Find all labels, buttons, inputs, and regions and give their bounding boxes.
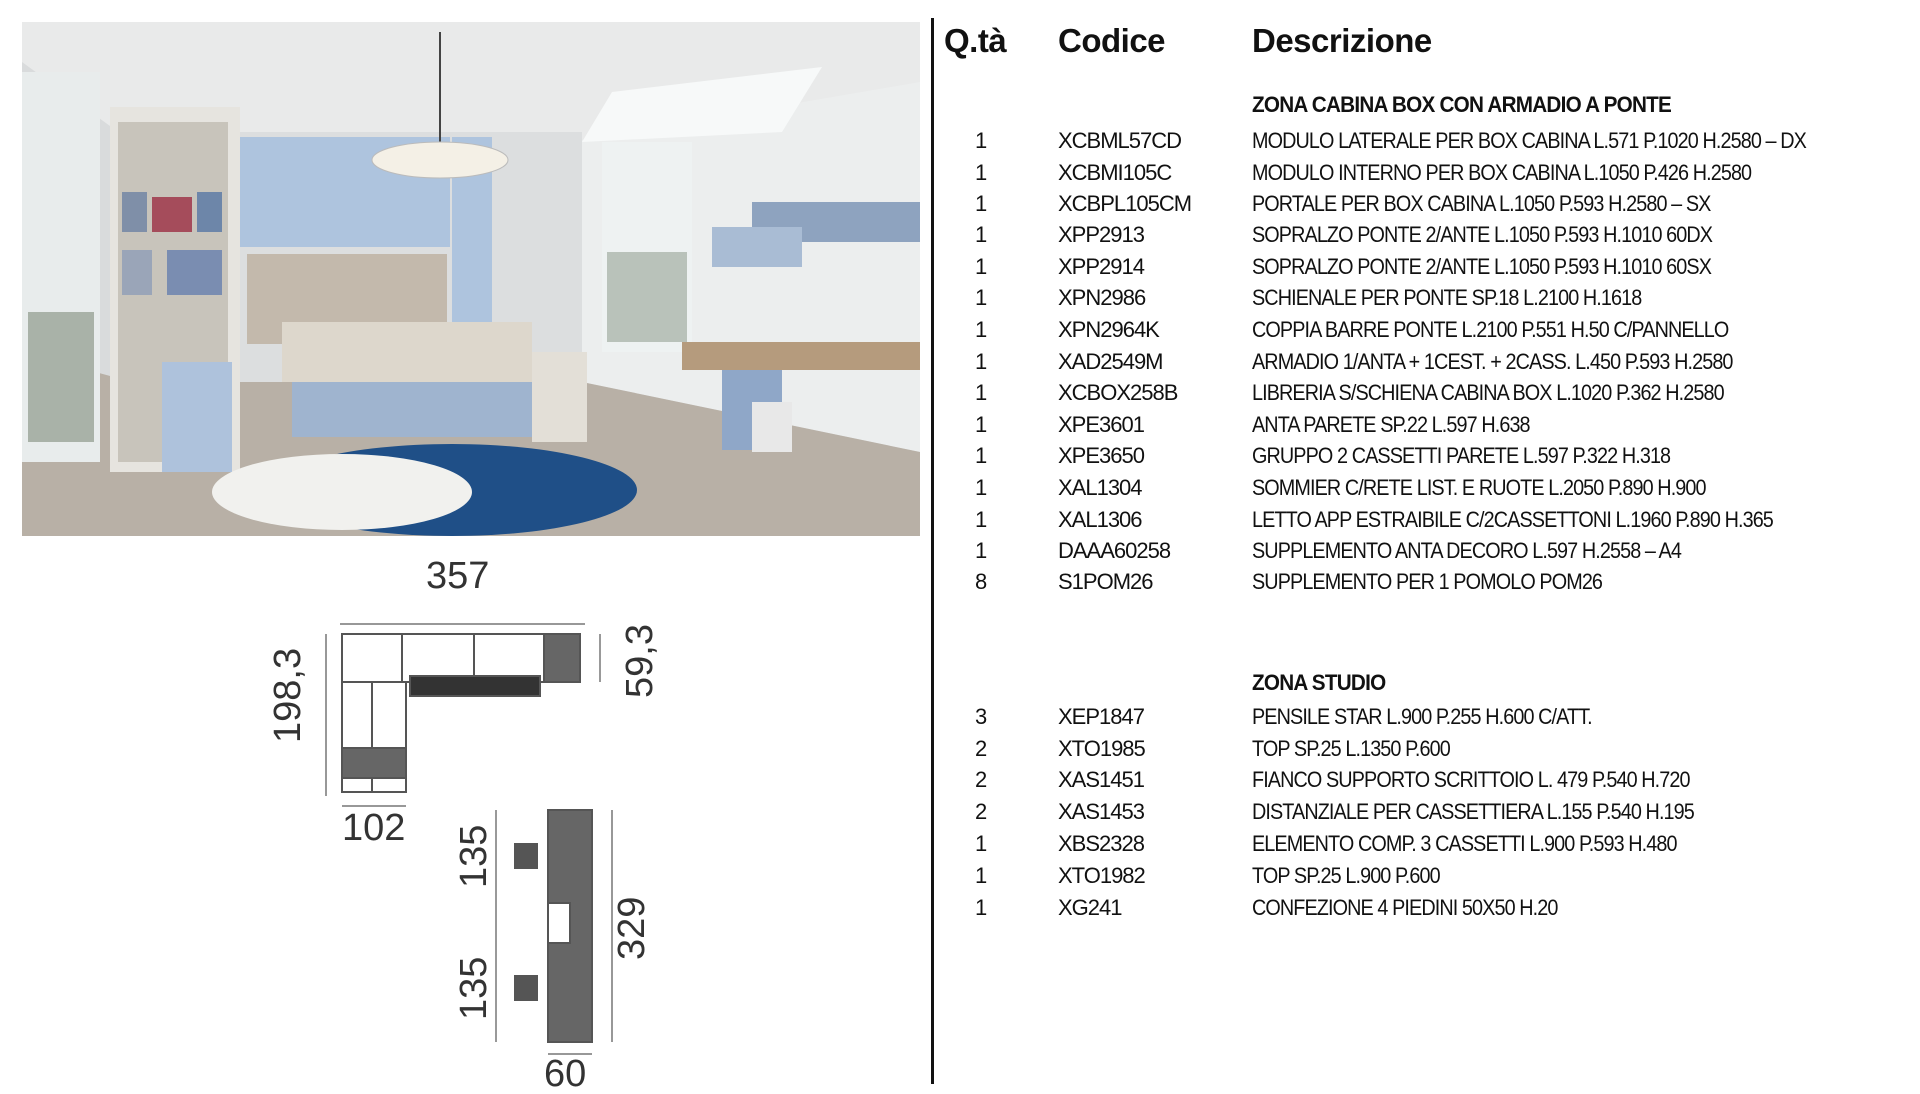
item-qty: 1 (975, 863, 987, 888)
item-code: XEP1847 (1058, 704, 1144, 729)
item-qty: 1 (975, 285, 987, 310)
item-qty: 3 (975, 704, 987, 729)
item-qty: 1 (975, 831, 987, 856)
item-desc: PENSILE STAR L.900 P.255 H.600 C/ATT. (1252, 704, 1592, 729)
item-qty: 1 (975, 317, 987, 342)
item-qty: 2 (975, 799, 987, 824)
item-qty: 1 (975, 254, 987, 279)
dimension-depth-right: 59,3 (619, 624, 661, 698)
item-desc: TOP SP.25 L.900 P.600 (1252, 863, 1440, 888)
item-code: XPN2964K (1058, 317, 1159, 342)
item-code: XPN2986 (1058, 285, 1146, 310)
item-code: XPP2914 (1058, 254, 1144, 279)
item-code: XCBML57CD (1058, 128, 1182, 153)
desk-plan (515, 810, 592, 1042)
item-desc: COPPIA BARRE PONTE L.2100 P.551 H.50 C/PANNELLO (1252, 317, 1729, 342)
item-desc: FIANCO SUPPORTO SCRITTOIO L. 479 P.540 H.720 (1252, 767, 1690, 792)
item-qty: 2 (975, 736, 987, 761)
item-code: XAS1451 (1058, 767, 1144, 792)
item-desc: GRUPPO 2 CASSETTI PARETE L.597 P.322 H.318 (1252, 443, 1671, 468)
dimension-desk-total: 329 (611, 896, 653, 960)
item-code: XG241 (1058, 895, 1122, 920)
item-code: XTO1985 (1058, 736, 1145, 761)
item-desc: SCHIENALE PER PONTE SP.18 L.2100 H.1618 (1252, 285, 1642, 310)
item-qty: 1 (975, 191, 987, 216)
item-qty: 1 (975, 380, 987, 405)
item-desc: LETTO APP ESTRAIBILE C/2CASSETTONI L.1960 P.890 H.365 (1252, 507, 1773, 532)
item-desc: TOP SP.25 L.1350 P.600 (1252, 736, 1450, 761)
item-code: S1POM26 (1058, 569, 1153, 594)
item-desc: PORTALE PER BOX CABINA L.1050 P.593 H.2580 – SX (1252, 191, 1711, 216)
dimension-width-top: 357 (426, 555, 490, 597)
header-quantity: Q.tà (944, 22, 1007, 59)
item-code: XAD2549M (1058, 349, 1163, 374)
dimension-desk-segment-1: 135 (453, 824, 495, 888)
item-code: XBS2328 (1058, 831, 1144, 856)
item-desc: MODULO INTERNO PER BOX CABINA L.1050 P.426 H.2580 (1252, 160, 1752, 185)
item-qty: 8 (975, 569, 987, 594)
item-code: XCBOX258B (1058, 380, 1178, 405)
item-code: XAL1304 (1058, 475, 1142, 500)
item-desc: SOPRALZO PONTE 2/ANTE L.1050 P.593 H.1010 60DX (1252, 222, 1713, 247)
item-code: XTO1982 (1058, 863, 1145, 888)
item-code: DAAA60258 (1058, 538, 1171, 563)
item-code: XPE3650 (1058, 443, 1144, 468)
item-code: XCBPL105CM (1058, 191, 1192, 216)
item-qty: 1 (975, 128, 987, 153)
item-desc: CONFEZIONE 4 PIEDINI 50X50 H.20 (1252, 895, 1558, 920)
dimension-desk-depth: 60 (544, 1053, 587, 1094)
section-title-cabina: ZONA CABINA BOX CON ARMADIO A PONTE (1252, 92, 1672, 117)
bed-cabin-plan (342, 634, 580, 792)
dimension-bottom-left: 102 (342, 807, 406, 849)
item-qty: 1 (975, 443, 987, 468)
item-qty: 1 (975, 160, 987, 185)
item-code: XCBMI105C (1058, 160, 1172, 185)
item-desc: ANTA PARETE SP.22 L.597 H.638 (1252, 412, 1530, 437)
item-code: XPP2913 (1058, 222, 1144, 247)
item-desc: SOMMIER C/RETE LIST. E RUOTE L.2050 P.890 H.900 (1252, 475, 1706, 500)
item-qty: 1 (975, 507, 987, 532)
header-description: Descrizione (1252, 22, 1432, 59)
item-desc: LIBRERIA S/SCHIENA CABINA BOX L.1020 P.362 H.2580 (1252, 380, 1724, 405)
floor-plan-diagram (260, 548, 680, 1094)
item-qty: 2 (975, 767, 987, 792)
item-desc: SUPPLEMENTO ANTA DECORO L.597 H.2558 – A4 (1252, 538, 1681, 563)
item-desc: SOPRALZO PONTE 2/ANTE L.1050 P.593 H.1010 60SX (1252, 254, 1711, 279)
item-code: XAS1453 (1058, 799, 1144, 824)
item-qty: 1 (975, 349, 987, 374)
vertical-divider (931, 18, 934, 1084)
item-code: XPE3601 (1058, 412, 1144, 437)
item-desc: ELEMENTO COMP. 3 CASSETTI L.900 P.593 H.480 (1252, 831, 1677, 856)
item-desc: MODULO LATERALE PER BOX CABINA L.571 P.1020 H.2580 – DX (1252, 128, 1806, 153)
room-render-image (22, 22, 920, 536)
item-qty: 1 (975, 538, 987, 563)
item-qty: 1 (975, 222, 987, 247)
item-qty: 1 (975, 412, 987, 437)
item-desc: DISTANZIALE PER CASSETTIERA L.155 P.540 H.195 (1252, 799, 1694, 824)
dimension-depth-left: 198,3 (267, 647, 309, 743)
item-qty: 1 (975, 475, 987, 500)
header-code: Codice (1058, 22, 1166, 59)
dimension-desk-segment-2: 135 (453, 956, 495, 1020)
item-desc: SUPPLEMENTO PER 1 POMOLO POM26 (1252, 569, 1603, 594)
item-code: XAL1306 (1058, 507, 1142, 532)
item-desc: ARMADIO 1/ANTA + 1CEST. + 2CASS. L.450 P.593 H.2580 (1252, 349, 1733, 374)
item-qty: 1 (975, 895, 987, 920)
section-title-studio: ZONA STUDIO (1252, 670, 1386, 695)
